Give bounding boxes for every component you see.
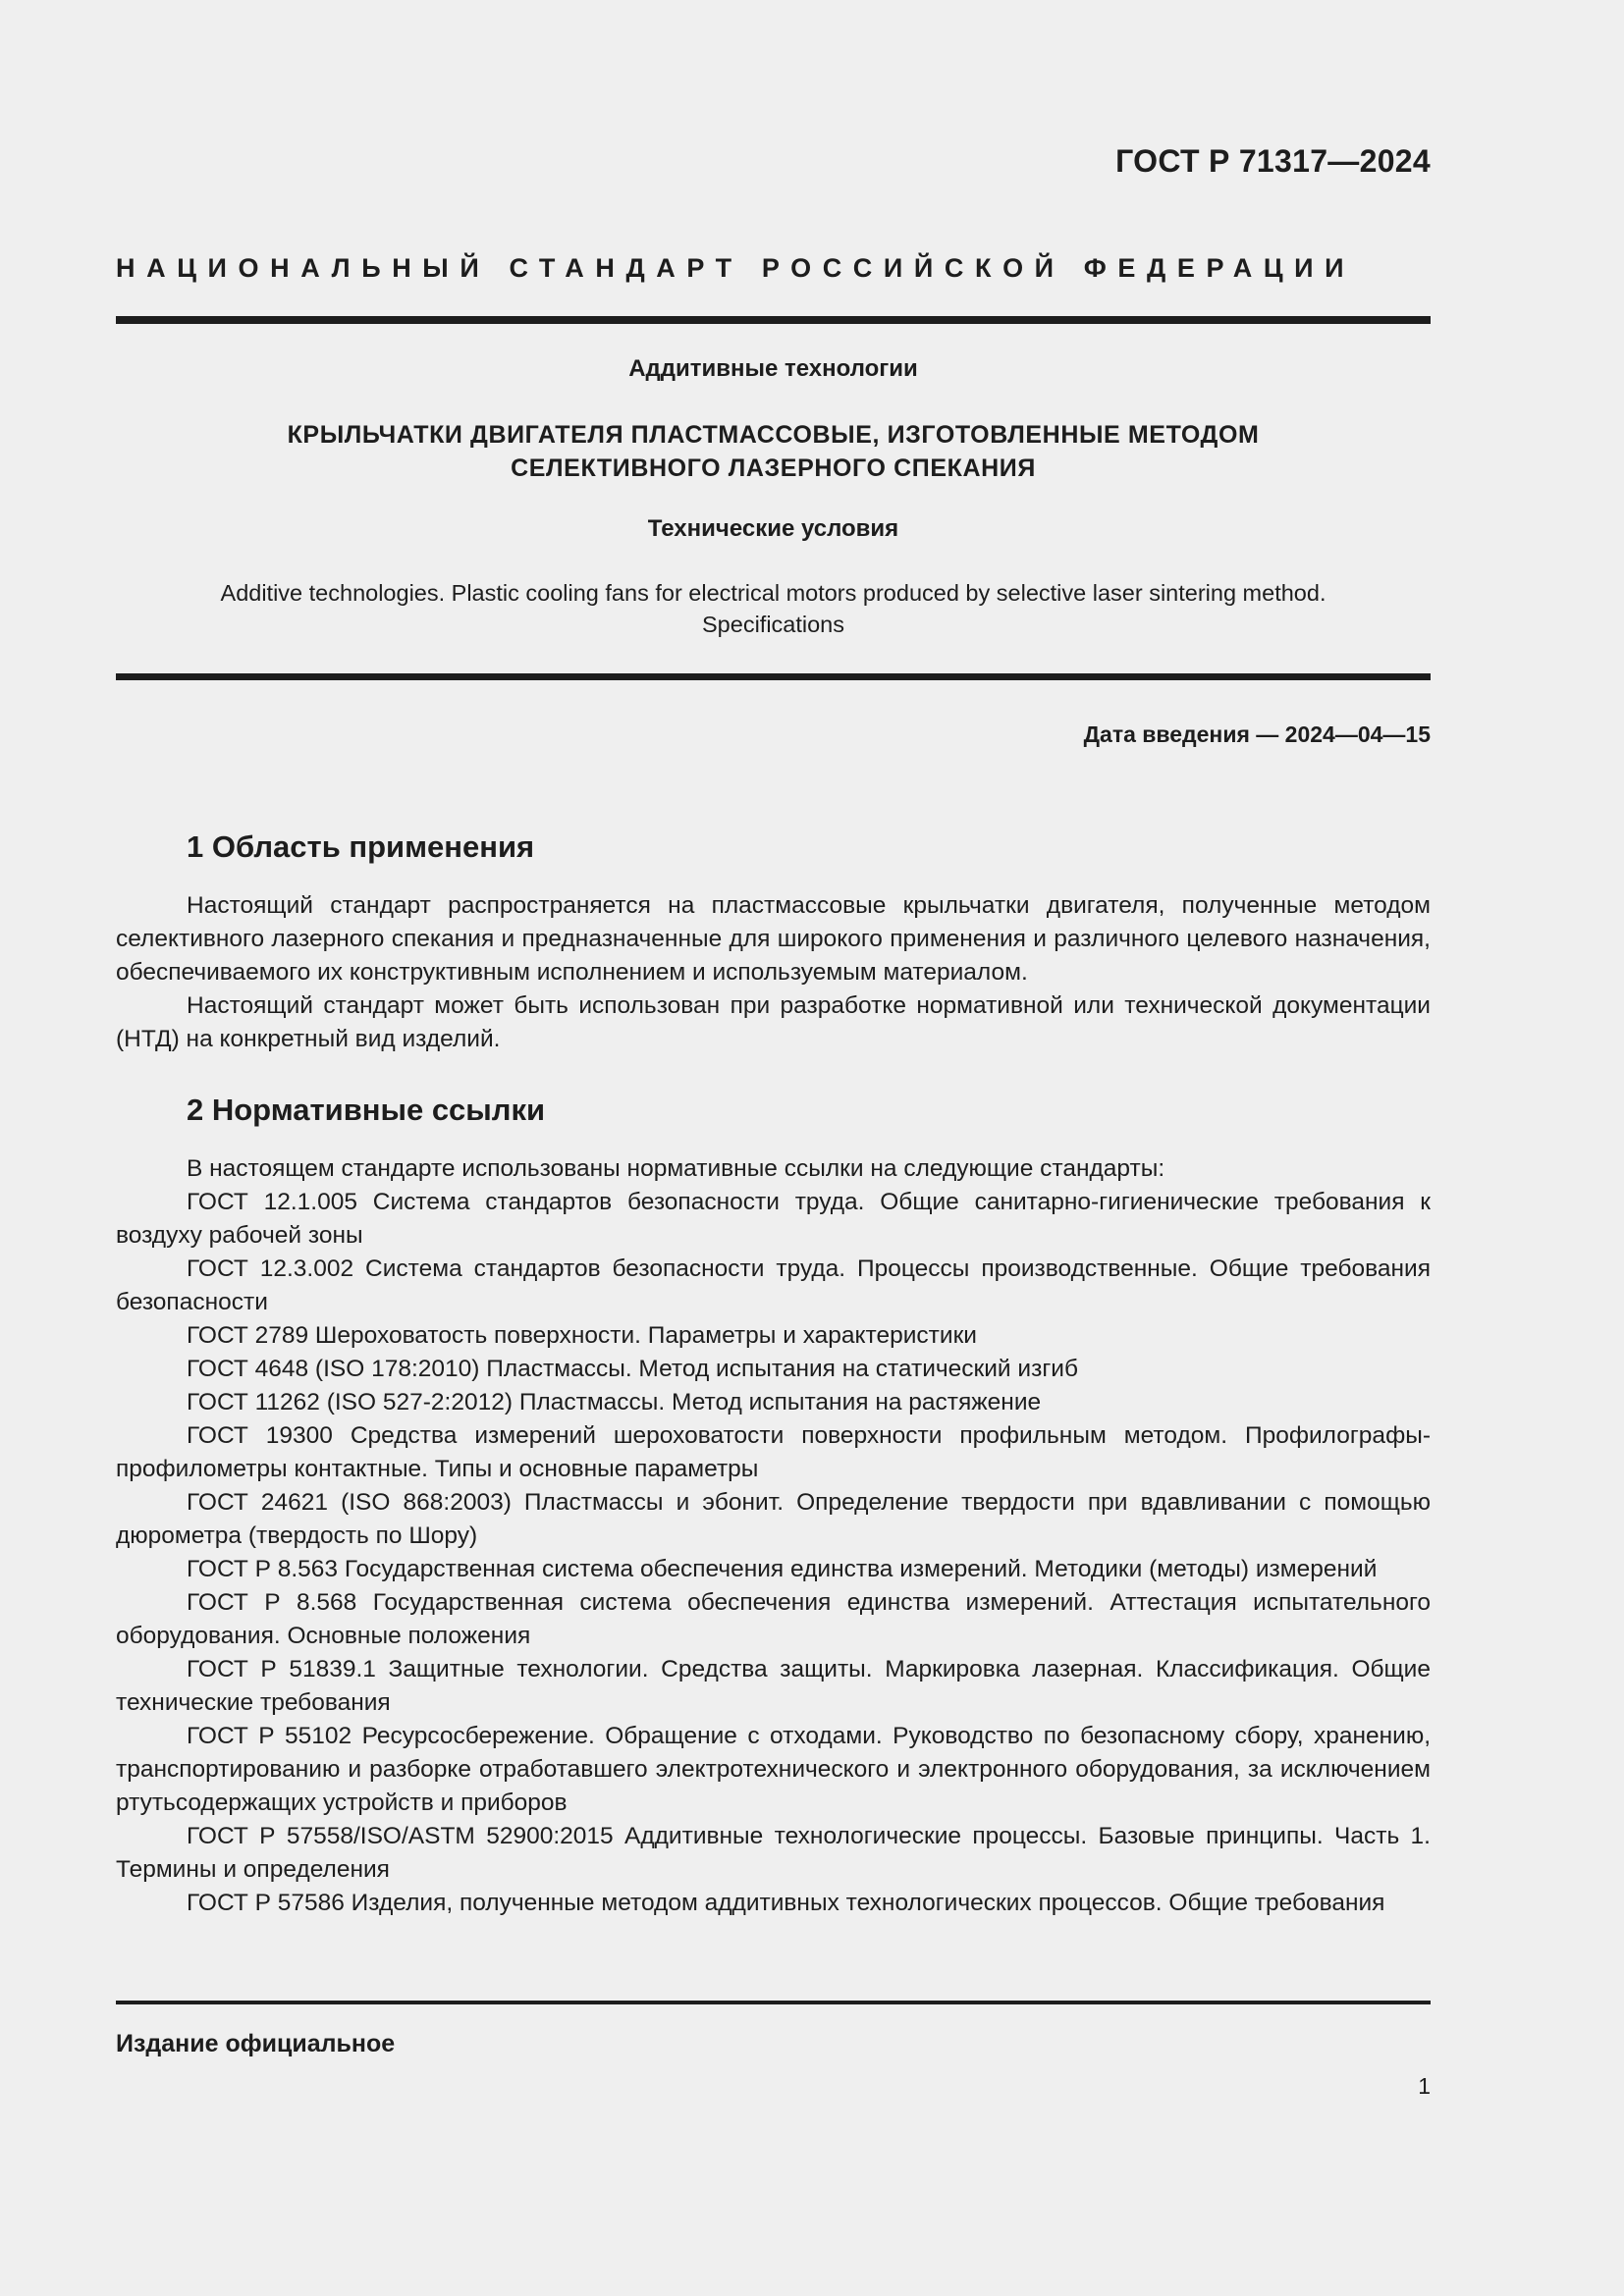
reference-item: ГОСТ Р 51839.1 Защитные технологии. Средства защиты. Маркировка лазерная. Классификация. Общие технические требования [116,1656,1431,1716]
reference-item: ГОСТ Р 57586 Изделия, полученные методом аддитивных технологических процессов. Общие требования [187,1890,1385,1916]
document-number: ГОСТ Р 71317—2024 [1115,143,1431,179]
section-1-heading: 1 Область применения [187,829,535,864]
section-1-paragraph: Настоящий стандарт распространяется на пластмассовые крыльчатки двигателя, полученные методом селективного лазерного спекания и предназначенные для широкого применения и различного целевого назначения, обеспечиваемого их конструктивным исполнением и используемым материалом. [116,892,1431,986]
section-1-body [116,889,1431,1056]
reference-item: ГОСТ Р 57558/ISO/ASTM 52900:2015 Аддитивные технологические процессы. Базовые принципы. Часть 1. Термины и определения [116,1823,1431,1883]
reference-item: ГОСТ 4648 (ISO 178:2010) Пластмассы. Метод испытания на статический изгиб [187,1356,1078,1382]
official-edition-label: Издание официальное [116,2030,396,2057]
national-standard-banner: НАЦИОНАЛЬНЫЙ СТАНДАРТ РОССИЙСКОЙ ФЕДЕРАЦИИ [116,253,1356,283]
section-2-heading: 2 Нормативные ссылки [187,1093,546,1127]
top-rule [116,316,1431,324]
section-2-intro: В настоящем стандарте использованы нормативные ссылки на следующие стандарты: [187,1155,1165,1182]
introduction-date: Дата введения — 2024—04—15 [1083,721,1431,747]
title-bottom-rule [116,673,1431,680]
reference-item: ГОСТ 12.3.002 Система стандартов безопасности труда. Процессы производственные. Общие требования безопасности [116,1255,1431,1315]
english-title-line-2: Specifications [702,612,844,637]
english-title-line-1: Additive technologies. Plastic cooling fans for electrical motors produced by selective laser sintering method. [220,580,1326,606]
document-page [116,0,1431,2296]
section-2-body [116,1152,1431,1920]
reference-item: ГОСТ 12.1.005 Система стандартов безопасности труда. Общие санитарно-гигиенические требования к воздуху рабочей зоны [116,1189,1431,1249]
reference-item: ГОСТ 11262 (ISO 527-2:2012) Пластмассы. Метод испытания на растяжение [187,1389,1042,1415]
document-spec-type: Технические условия [647,515,899,542]
reference-item: ГОСТ Р 55102 Ресурсосбережение. Обращение с отходами. Руководство по безопасному сбору, хранению, транспортированию и разборке отработавшего электротехнического и электронного оборудования, за исключением ртутьсодержащих устройств и приборов [116,1723,1431,1816]
english-title [116,577,1431,640]
section-1-paragraph: Настоящий стандарт может быть использован при разработке нормативной или технической документации (НТД) на конкретный вид изделий. [116,992,1431,1052]
reference-item: ГОСТ Р 8.568 Государственная система обеспечения единства измерений. Аттестация испытательного оборудования. Основные положения [116,1589,1431,1649]
document-title-line-1: КРЫЛЬЧАТКИ ДВИГАТЕЛЯ ПЛАСТМАССОВЫЕ, ИЗГОТОВЛЕННЫЕ МЕТОДОМ [287,421,1260,449]
document-title-line-2: СЕЛЕКТИВНОГО ЛАЗЕРНОГО СПЕКАНИЯ [511,454,1036,482]
page-number: 1 [1418,2073,1431,2099]
reference-item: ГОСТ 19300 Средства измерений шероховатости поверхности профильным методом. Профилографы-профилометры контактные. Типы и основные параметры [116,1422,1431,1482]
reference-item: ГОСТ 2789 Шероховатость поверхности. Параметры и характеристики [187,1322,977,1349]
document-subject: Аддитивные технологии [628,355,918,382]
reference-item: ГОСТ 24621 (ISO 868:2003) Пластмассы и эбонит. Определение твердости при вдавливании с помощью дюрометра (твердость по Шору) [116,1489,1431,1549]
document-title [116,418,1431,485]
footer-rule [116,2001,1431,2004]
reference-item: ГОСТ Р 8.563 Государственная система обеспечения единства измерений. Методики (методы) измерений [187,1556,1378,1582]
